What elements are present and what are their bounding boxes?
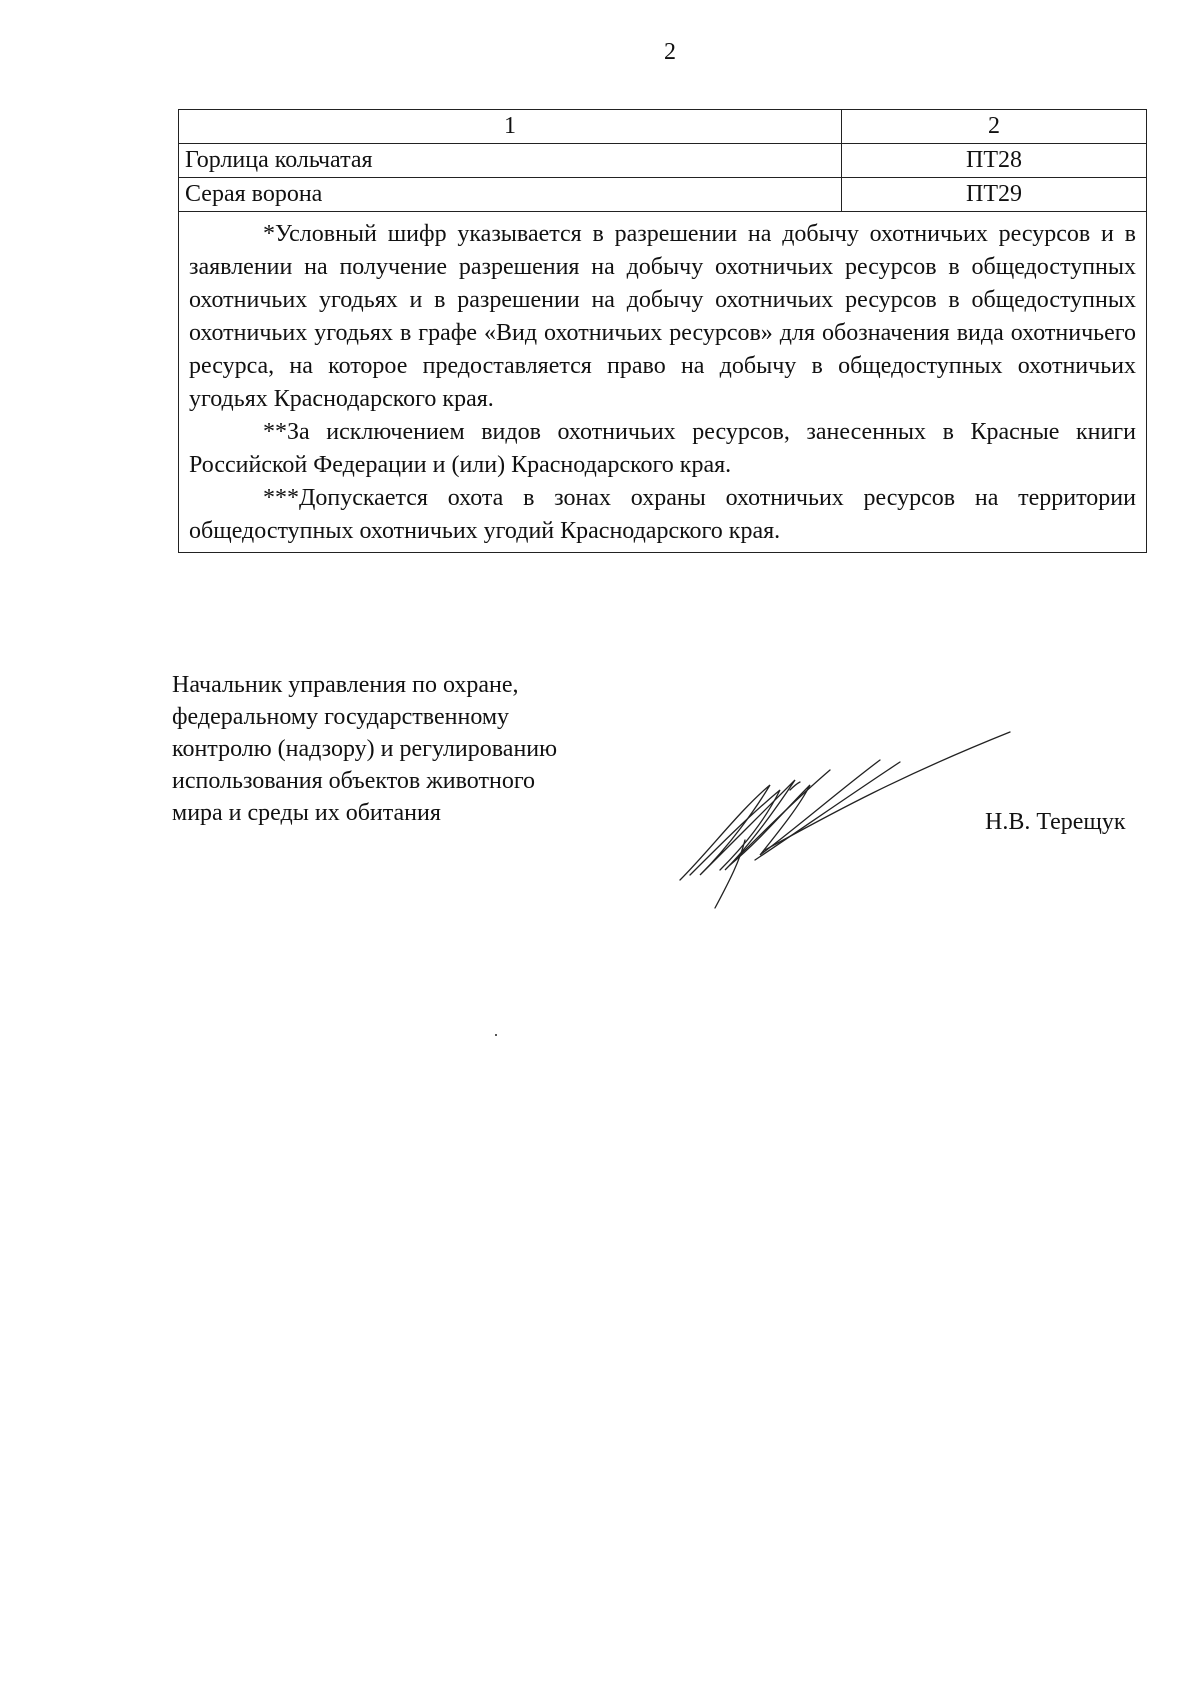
- table-notes: [179, 212, 1147, 553]
- footnote-red-book-exception: **За исключением видов охотничьих ресурсов, занесенных в Красные книги Российской Федерации и (или) Краснодарского края.: [189, 419, 1136, 478]
- signatory-title-line: использования объектов животного: [172, 768, 536, 794]
- signatory-name: Н.В. Терещук: [985, 809, 1126, 835]
- footnote-cipher: *Условный шифр указывается в разрешении на добычу охотничьих ресурсов и в заявлении на получение разрешения на добычу охотничьих ресурсов в общедоступных охотничьих угодьях и в разрешении на добычу охотничьих ресурсов в общедоступных охотничьих угодьях в графе «Вид охотничьих ресурсов» для обозначения вида охотничьего ресурса, на которое предоставляется право на добычу в общедоступных охотничьих угодьях Краснодарского края.: [189, 221, 1136, 412]
- species-name: Горлица кольчатая: [179, 144, 842, 178]
- signatory-title: [172, 669, 632, 829]
- table-row: [179, 144, 1147, 178]
- table-row: [179, 178, 1147, 212]
- species-code: ПТ28: [842, 144, 1147, 178]
- column-header-1: 1: [179, 110, 842, 144]
- handwritten-signature: [670, 730, 1030, 910]
- table-notes-row: [179, 212, 1147, 553]
- signatory-title-line: мира и среды их обитания: [172, 800, 441, 826]
- species-name: Серая ворона: [179, 178, 842, 212]
- species-code-table: [178, 109, 1147, 553]
- species-code: ПТ29: [842, 178, 1147, 212]
- signatory-title-line: контролю (надзору) и регулированию: [172, 736, 558, 762]
- footnote-protection-zones: ***Допускается охота в зонах охраны охотничьих ресурсов на территории общедоступных охотничьих угодий Краснодарского края.: [189, 485, 1136, 544]
- table-header-row: [179, 110, 1147, 144]
- page-number: 2: [664, 39, 676, 65]
- scan-speck: [495, 1034, 497, 1036]
- signatory-title-line: Начальник управления по охране,: [172, 672, 519, 698]
- signatory-title-line: федеральному государственному: [172, 704, 510, 730]
- column-header-2: 2: [842, 110, 1147, 144]
